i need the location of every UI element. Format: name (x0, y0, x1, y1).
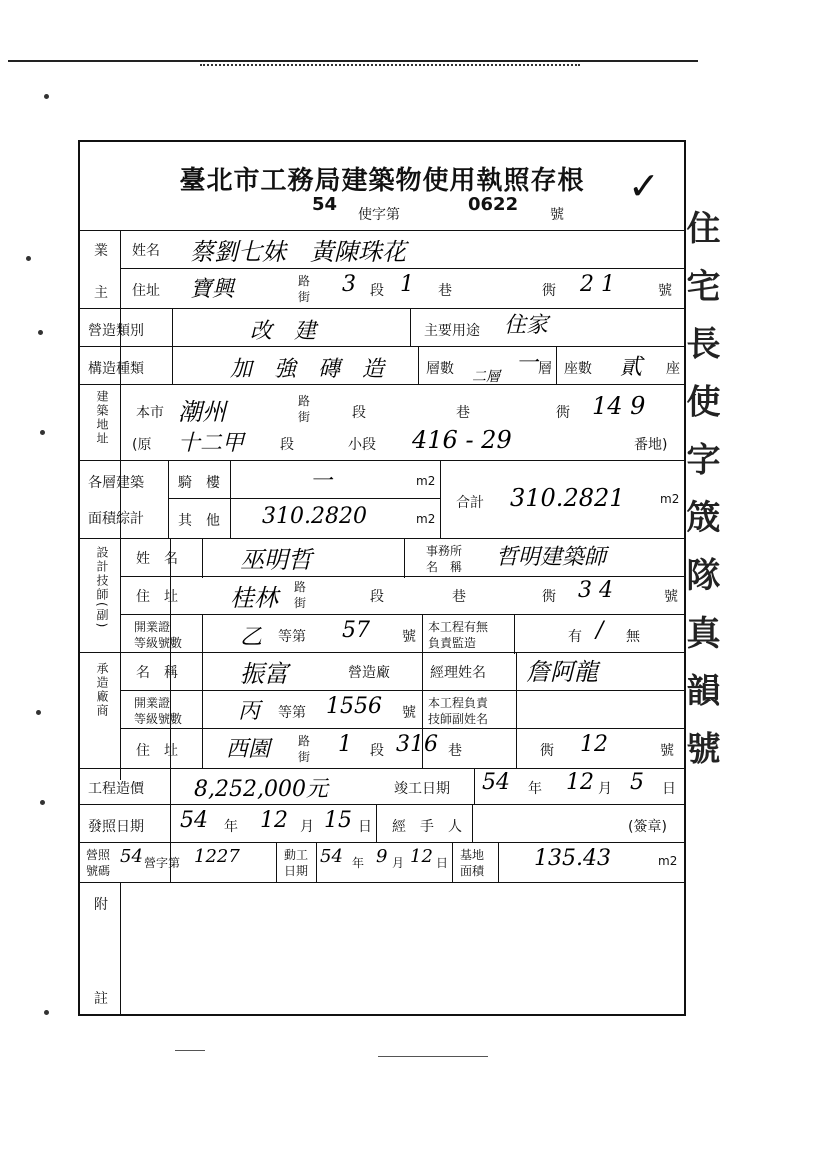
office-label-2: 名 稱 (426, 560, 463, 574)
start-year-label: 年 (352, 856, 365, 870)
scan-speck (38, 330, 43, 335)
bp-label: 營照 (86, 848, 111, 862)
completion-day-label: 日 (662, 781, 676, 797)
firm-road-label: 路 (298, 734, 311, 748)
start-year: 54 (320, 846, 343, 867)
firm-road: 西園 (226, 737, 271, 762)
bp-year: 54 (120, 846, 143, 867)
site-area-label: 基地 (460, 848, 485, 862)
street-label: 街 (298, 290, 311, 304)
designer-license-suffix: 號 (402, 629, 416, 645)
note-label-2: 註 (94, 991, 108, 1007)
firm-name-label: 名 稱 (136, 665, 178, 681)
construction-type-value: 改 建 (250, 319, 317, 344)
designer-grade-label: 等第 (278, 629, 306, 645)
designer-road: 桂林 (230, 584, 278, 612)
start-day-label: 日 (436, 856, 449, 870)
start-label-2: 日期 (284, 864, 309, 878)
firm-alley-label: 衖 (540, 743, 554, 759)
permit-prefix: 使字第 (358, 207, 400, 223)
owner-addr-lane: 1 (400, 272, 414, 297)
structure-value: 加 強 磚 造 (230, 357, 385, 382)
top-scan-dots (200, 64, 580, 76)
main-use-value: 住家 (504, 313, 549, 338)
firm-grade-label: 等第 (278, 705, 306, 721)
note-label: 附 (94, 897, 108, 913)
designer-grade: 乙 (240, 625, 263, 650)
designer-no-label: 號 (664, 589, 678, 605)
site-area-unit: m2 (658, 854, 678, 868)
firm-lane: 316 (396, 732, 438, 757)
firm-street-label: 街 (298, 750, 311, 764)
bp-label-2: 號碼 (86, 864, 111, 878)
total-area: 310.2821 (510, 484, 625, 512)
arcade-unit: m2 (416, 474, 436, 488)
building-unit-label: 座 (666, 361, 680, 377)
site-road-label: 路 (298, 394, 311, 408)
site-label: 建築地址 (95, 390, 109, 446)
section-label: 段 (370, 283, 384, 299)
no-label: 號 (658, 283, 672, 299)
arcade-area: 一 (310, 469, 333, 494)
scan-speck (36, 710, 41, 715)
license-label: 開業證 (134, 620, 171, 634)
site-no: 14 9 (592, 392, 646, 420)
firm-no: 12 (580, 732, 608, 757)
tech-label: 本工程負責 (428, 696, 489, 710)
name-label: 姓名 (132, 243, 160, 259)
owner-names: 蔡劉七妹 黃陳珠花 (190, 238, 406, 266)
buildings-value: 貳 (620, 355, 643, 380)
other-area: 310.2820 (262, 504, 367, 529)
firm-no-label: 號 (660, 743, 674, 759)
firm-license-label: 開業證 (134, 696, 171, 710)
start-month-label: 月 (392, 856, 405, 870)
form-title: 臺北市工務局建築物使用執照存根 (179, 166, 585, 196)
construction-type-label: 營造類別 (88, 323, 144, 339)
scan-mark (175, 1050, 205, 1051)
scan-speck (26, 256, 31, 261)
issue-month: 12 (260, 808, 288, 833)
floor-area-label-2: 面積綜計 (88, 511, 144, 527)
side-text: 住 宅 長 使 字 筬 隊 真 韻 號 (680, 210, 720, 771)
total-label: 合計 (456, 495, 484, 511)
designer-license-no: 57 (342, 618, 370, 643)
firm-lane-label: 巷 (448, 743, 462, 759)
site-section-label: 段 (352, 405, 366, 421)
owner-addr-section: 3 (342, 272, 356, 297)
supervise-label: 本工程有無 (428, 620, 489, 634)
completion-month: 12 (566, 770, 594, 795)
orig-section: 十二甲 (178, 431, 245, 456)
main-use-label: 主要用途 (424, 323, 480, 339)
cost-label: 工程造價 (88, 781, 144, 797)
designer-section-label: 段 (370, 589, 384, 605)
orig-section-label: 段 (280, 437, 294, 453)
completion-year-label: 年 (528, 781, 542, 797)
permit-form (78, 140, 686, 1016)
firm-section: 1 (338, 732, 352, 757)
designer-name-label: 姓 名 (136, 551, 178, 567)
site-lane-label: 巷 (456, 405, 470, 421)
manager-label: 經理姓名 (430, 665, 486, 681)
structure-type-label: 構造種類 (88, 361, 144, 377)
scan-speck (40, 430, 45, 435)
permit-number: 0622 (468, 194, 519, 215)
seal-label: (簽章) (628, 819, 667, 835)
floors-label: 層數 (426, 361, 454, 377)
permit-suffix: 號 (550, 207, 564, 223)
total-unit: m2 (660, 492, 680, 506)
designer-addr-label: 住 址 (136, 589, 178, 605)
office-label: 事務所 (426, 544, 463, 558)
site-road: 潮州 (178, 398, 226, 426)
supervise-yes: 有 (568, 629, 582, 645)
check-mark-icon: ✓ (628, 164, 660, 208)
buildings-label: 座數 (564, 361, 592, 377)
office-name: 哲明建築師 (496, 545, 607, 570)
designer-street-label: 街 (294, 596, 307, 610)
scan-speck (40, 800, 45, 805)
owner-label: 業 (94, 243, 108, 259)
start-label: 動工 (284, 848, 309, 862)
start-month: 9 (376, 846, 388, 867)
issue-day: 15 (324, 808, 352, 833)
alley-label: 衖 (542, 283, 556, 299)
road-label: 路 (298, 274, 311, 288)
designer-group-label: 設計技師(副) (95, 546, 109, 630)
start-day: 12 (410, 846, 433, 867)
owner-label-2: 主 (94, 285, 108, 301)
firm-license-suffix: 號 (402, 705, 416, 721)
floors-note: 二層 (472, 369, 500, 385)
supervise-mark: / (596, 618, 604, 643)
owner-addr-no: 2 1 (580, 272, 615, 297)
bp-no: 1227 (194, 846, 240, 867)
firm-name: 振富 (240, 660, 288, 688)
completion-day: 5 (630, 770, 644, 795)
designer-no: 3 4 (578, 578, 613, 603)
sub-section-label: 小段 (348, 437, 376, 453)
designer-alley-label: 衖 (542, 589, 556, 605)
supervise-no: 無 (626, 629, 640, 645)
issue-day-label: 日 (358, 819, 372, 835)
completion-month-label: 月 (598, 781, 612, 797)
floors-value: 一 (516, 351, 539, 376)
issue-year: 54 (180, 808, 208, 833)
scan-mark (378, 1056, 488, 1057)
designer-road-label: 路 (294, 580, 307, 594)
lane-label: 巷 (438, 283, 452, 299)
permit-year: 54 (312, 194, 338, 215)
address-label: 住址 (132, 283, 160, 299)
original-label: (原 (132, 437, 152, 453)
others-unit: m2 (416, 512, 436, 526)
owner-addr-road: 寶興 (190, 277, 235, 302)
supervise-label-2: 負責監造 (428, 636, 477, 650)
city-label: 本市 (136, 405, 164, 421)
site-street-label: 街 (298, 410, 311, 424)
firm-section-label: 段 (370, 743, 384, 759)
floor-unit-label: 層 (538, 361, 552, 377)
cost-value: 8,252,000元 (194, 777, 328, 802)
site-area-label-2: 面積 (460, 864, 485, 878)
completion-year: 54 (482, 770, 510, 795)
arcade-label: 騎 樓 (178, 475, 220, 491)
site-area: 135.43 (534, 846, 611, 871)
issue-year-label: 年 (224, 819, 238, 835)
issue-month-label: 月 (300, 819, 314, 835)
handler-label: 經 手 人 (392, 819, 462, 835)
scan-speck (44, 94, 49, 99)
bp-prefix-label: 營字第 (144, 856, 181, 870)
tech-label-2: 技師副姓名 (428, 712, 489, 726)
designer-lane-label: 巷 (452, 589, 466, 605)
contractor-group-label: 承造廠商 (95, 662, 109, 718)
others-label: 其 他 (178, 513, 220, 529)
floor-area-label: 各層建築 (88, 475, 144, 491)
orig-lot: 416 - 29 (412, 426, 512, 454)
completion-label: 竣工日期 (394, 781, 450, 797)
scan-speck (44, 1010, 49, 1015)
firm-license-no: 1556 (326, 694, 382, 719)
manager-name: 詹阿龍 (526, 658, 598, 686)
firm-grade: 丙 (238, 699, 261, 724)
firm-suffix-label: 營造廠 (348, 665, 390, 681)
top-scan-line (8, 60, 698, 62)
designer-name: 巫明哲 (240, 546, 312, 574)
lot-label: 番地) (634, 437, 668, 453)
firm-addr-label: 住 址 (136, 743, 178, 759)
license-label-2: 等級號數 (134, 636, 183, 650)
site-alley-label: 衖 (556, 405, 570, 421)
issue-date-label: 發照日期 (88, 819, 144, 835)
firm-license-label-2: 等級號數 (134, 712, 183, 726)
